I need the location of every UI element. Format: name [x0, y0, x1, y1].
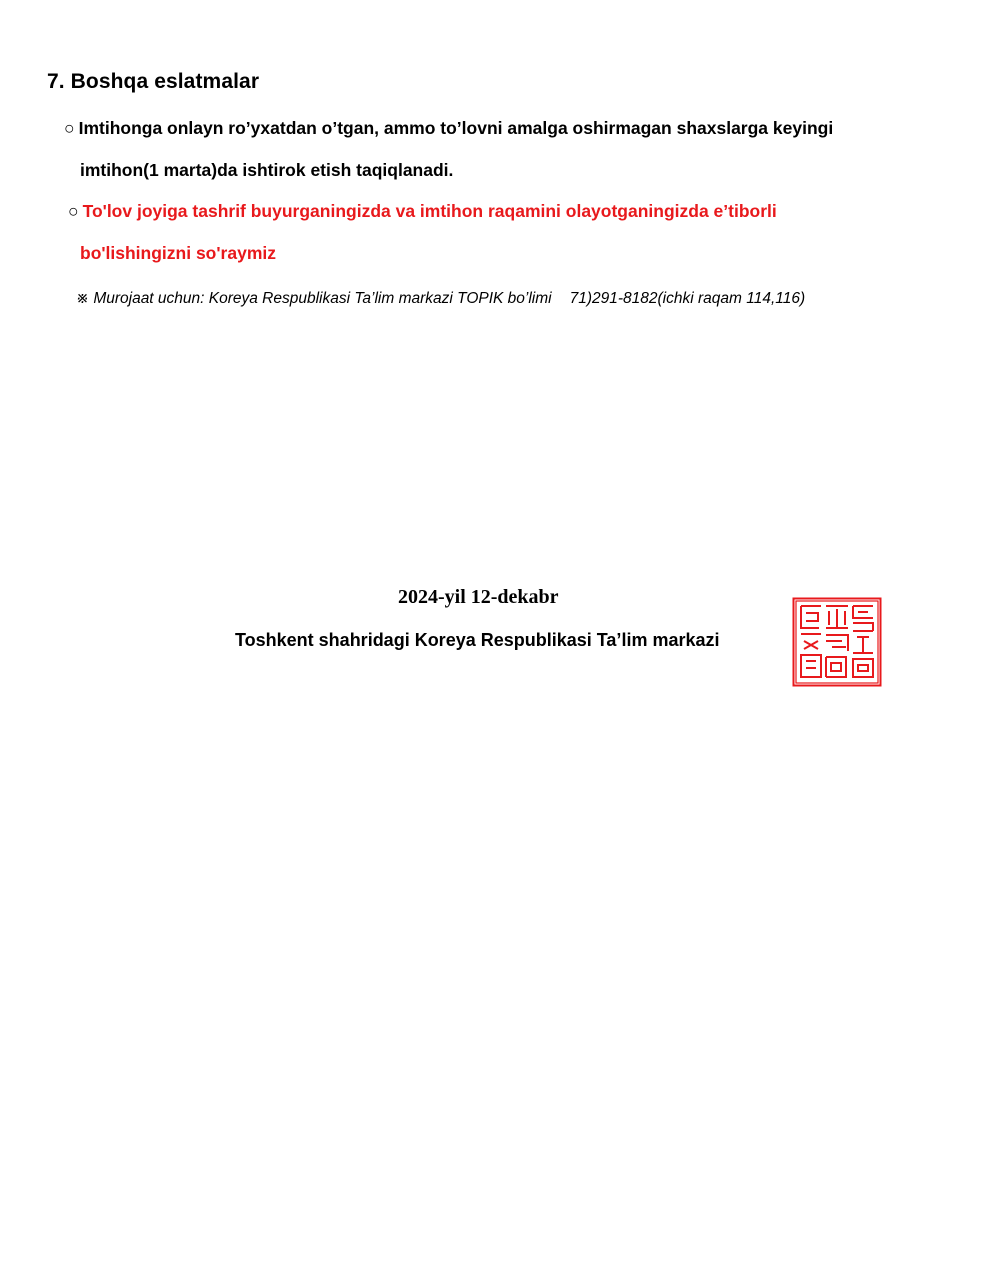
contact-info [76, 289, 805, 308]
reference-mark-icon: ※ [76, 290, 89, 307]
note-1-line-1: Imtihonga onlayn ro’yxatdan o’tgan, ammo to’lovni amalga oshirmagan shaxslarga keyingi [78, 118, 834, 138]
note-2-line-1: To'lov joyiga tashrif buyurganingizda va imtihon raqamini olayotganingizda e’tiborli [82, 201, 777, 221]
contact-phone: 71)291-8182(ichki raqam 114,116) [569, 290, 806, 307]
note-2-line-2: bo'lishingizni so'raymiz [80, 243, 276, 263]
note-item-2 [68, 201, 777, 222]
note-item-1 [64, 118, 833, 139]
signature-date: 2024-yil 12-dekabr [398, 586, 559, 608]
bullet-circle-icon: ○ [68, 201, 79, 221]
note-1-line-2: imtihon(1 marta)da ishtirok etish taqiqlanadi. [80, 160, 454, 180]
signature-organization: Toshkent shahridagi Koreya Respublikasi Ta’lim markazi [235, 630, 720, 650]
bullet-circle-icon: ○ [64, 118, 75, 138]
official-seal [792, 597, 882, 687]
section-heading: 7. Boshqa eslatmalar [47, 70, 260, 93]
contact-text: Murojaat uchun: Koreya Respublikasi Ta’lim markazi TOPIK bo’limi [93, 290, 552, 307]
